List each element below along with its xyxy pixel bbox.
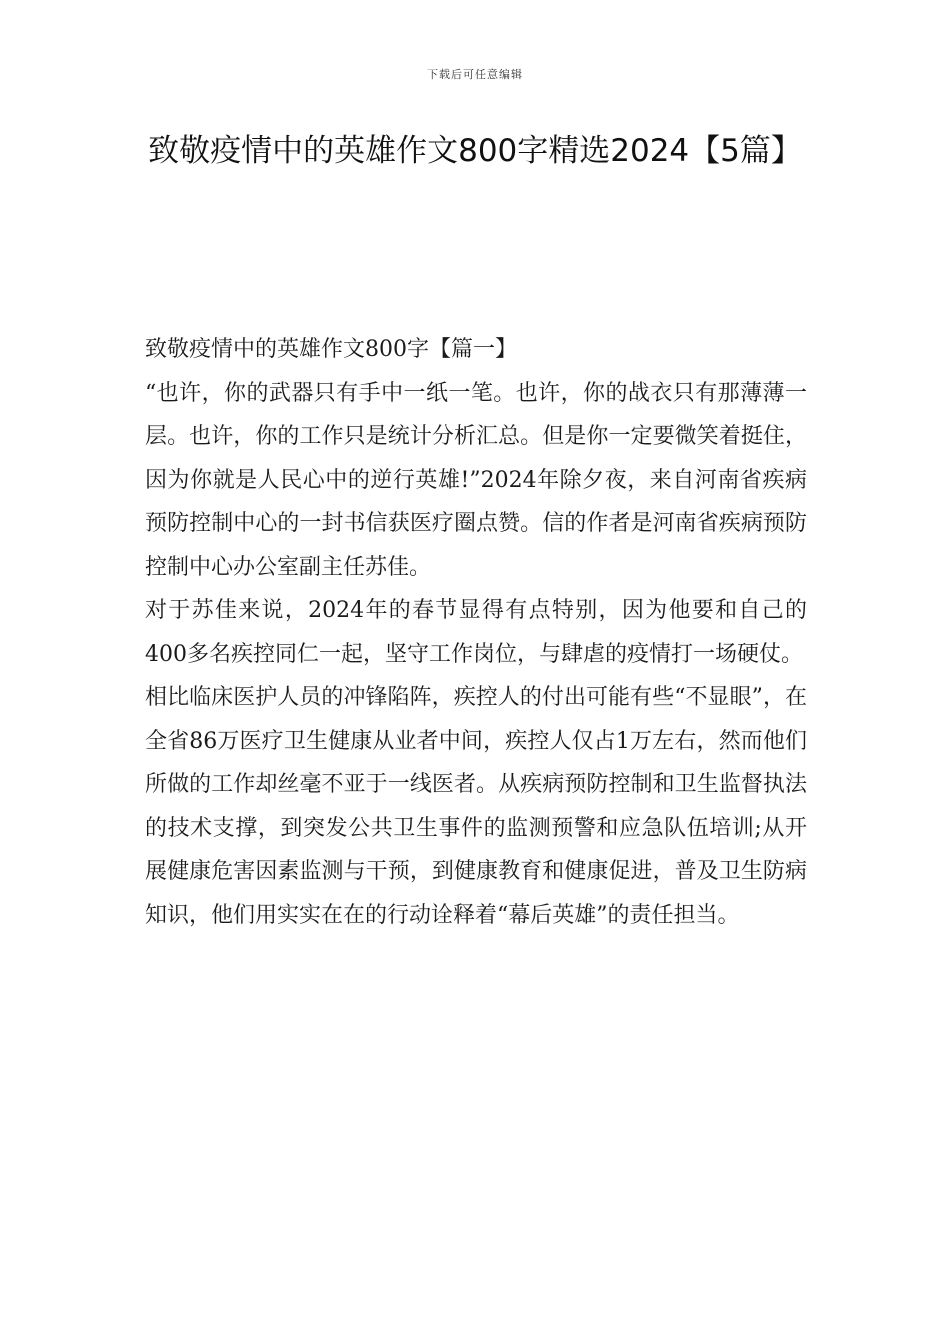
document-title: 致敬疫情中的英雄作文800字精选2024【5篇】 xyxy=(148,133,802,169)
header-note: 下载后可任意编辑 xyxy=(427,68,523,81)
section-heading: 致敬疫情中的英雄作文800字【篇一】 xyxy=(145,337,517,362)
document-body xyxy=(145,328,807,937)
paragraph-3: 相比临床医护人员的冲锋陷阵，疾控人的付出可能有些“不显眼”，在全省86万医疗卫生健康从业者中间，疾控人仅占1万左右，然而他们所做的工作却丝毫不亚于一线医者。从疾病预防控制和卫生监督执法的技术支撑，到突发公共卫生事件的监测预警和应急队伍培训;从开展健康危害因素监测与干预，到健康教育和健康促进，普及卫生防病知识，他们用实实在在的行动诠释着“幕后英雄”的责任担当。 xyxy=(145,685,807,928)
paragraph-1: “也许，你的武器只有手中一纸一笔。也许，你的战衣只有那薄薄一层。也许，你的工作只是统计分析汇总。但是你一定要微笑着挺住，因为你就是人民心中的逆行英雄!”2024年除夕夜，来自河南省疾病预防控制中心的一封书信获医疗圈点赞。信的作者是河南省疾病预防控制中心办公室副主任苏佳。 xyxy=(145,380,807,580)
paragraph-2: 对于苏佳来说，2024年的春节显得有点特别，因为他要和自己的400多名疾控同仁一起，坚守工作岗位，与肆虐的疫情打一场硬仗。 xyxy=(145,598,807,667)
